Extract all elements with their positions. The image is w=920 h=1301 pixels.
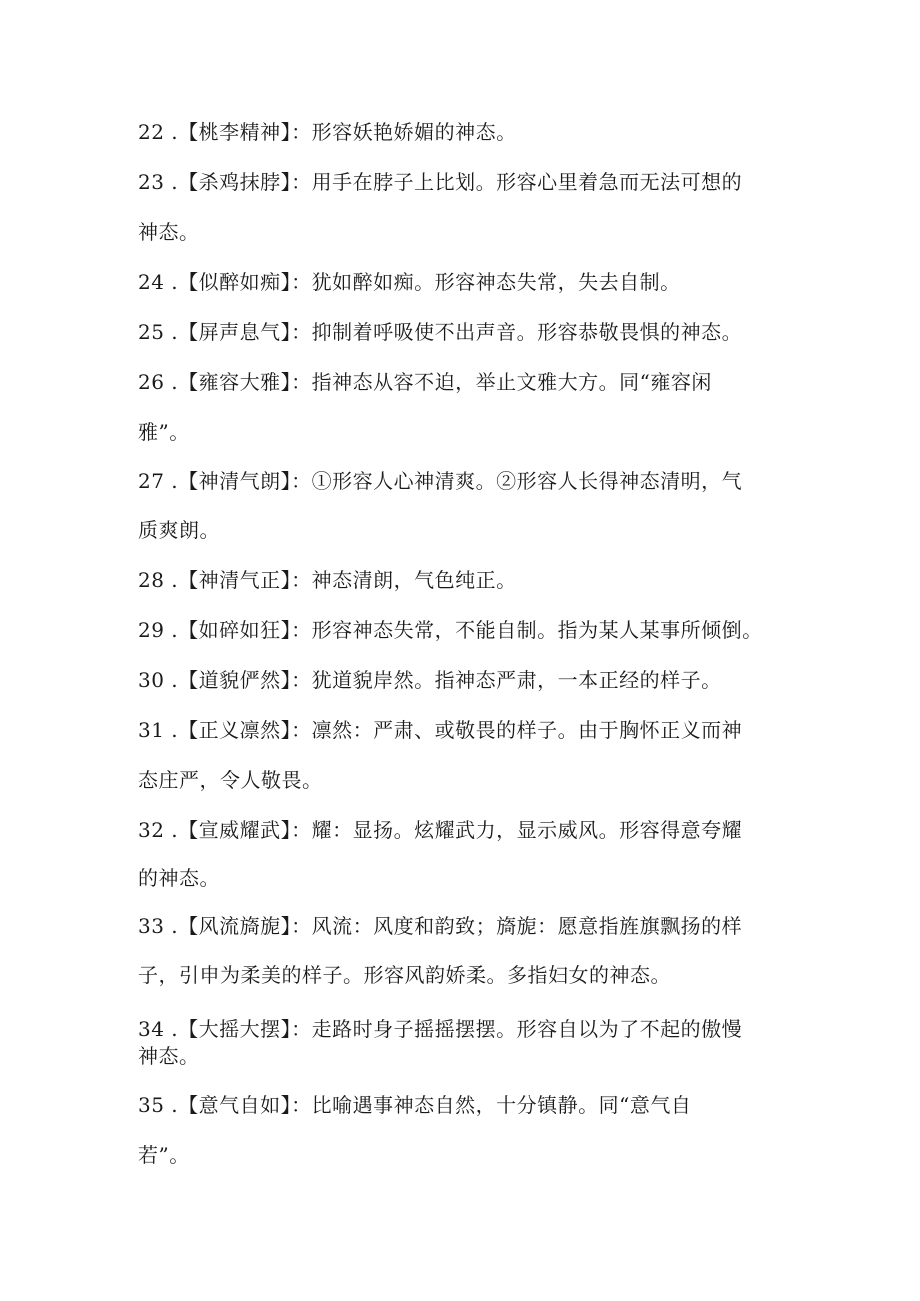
entry-26-line-1: 26 .【雍容大雅】：指神态从容不迫，举止文雅大方。同“雍容闲 <box>138 370 712 394</box>
entry-26-line-2: 雅”。 <box>138 420 190 444</box>
entry-34-line-1: 34 .【大摇大摆】：走路时身子摇摇摆摆。形容自以为了不起的傲慢 <box>138 1017 743 1041</box>
entry-25-line-1: 25 .【屏声息气】：抑制着呼吸使不出声音。形容恭敬畏惧的神态。 <box>138 320 743 344</box>
entry-33-line-2: 子，引申为柔美的样子。形容风韵娇柔。多指妇女的神态。 <box>138 963 671 987</box>
entry-23-line-2: 神态。 <box>138 220 200 244</box>
entry-23-line-1: 23 .【杀鸡抹脖】：用手在脖子上比划。形容心里着急而无法可想的 <box>138 170 743 194</box>
entry-31-line-2: 态庄严，令人敬畏。 <box>138 768 323 792</box>
entry-27-line-1: 27 .【神清气朗】：①形容人心神清爽。②形容人长得神态清明，气 <box>138 469 743 493</box>
entry-32-line-1: 32 .【宣威耀武】：耀：显扬。炫耀武力，显示威风。形容得意夸耀 <box>138 818 743 842</box>
entry-31-line-1: 31 .【正义凛然】：凛然：严肃、或敬畏的样子。由于胸怀正义而神 <box>138 718 743 742</box>
entry-35-line-1: 35 .【意气自如】：比喻遇事神态自然，十分镇静。同“意气自 <box>138 1093 692 1117</box>
entry-29-line-1: 29 .【如碎如狂】：形容神态失常，不能自制。指为某人某事所倾倒。 <box>138 618 763 642</box>
entry-34-line-2: 神态。 <box>138 1044 200 1068</box>
entry-22-line-1: 22 .【桃李精神】：形容妖艳娇媚的神态。 <box>138 120 517 144</box>
entry-30-line-1: 30 .【道貌俨然】：犹道貌岸然。指神态严肃，一本正经的样子。 <box>138 668 722 692</box>
entry-33-line-1: 33 .【风流旖旎】：风流：风度和韵致；旖旎：愿意指旌旗飘扬的样 <box>138 914 743 938</box>
entry-35-line-2: 若”。 <box>138 1143 190 1167</box>
entry-28-line-1: 28 .【神清气正】：神态清朗，气色纯正。 <box>138 568 517 592</box>
entry-32-line-2: 的神态。 <box>138 866 220 890</box>
entry-27-line-2: 质爽朗。 <box>138 518 220 542</box>
entry-24-line-1: 24 .【似醉如痴】：犹如醉如痴。形容神态失常，失去自制。 <box>138 270 681 294</box>
